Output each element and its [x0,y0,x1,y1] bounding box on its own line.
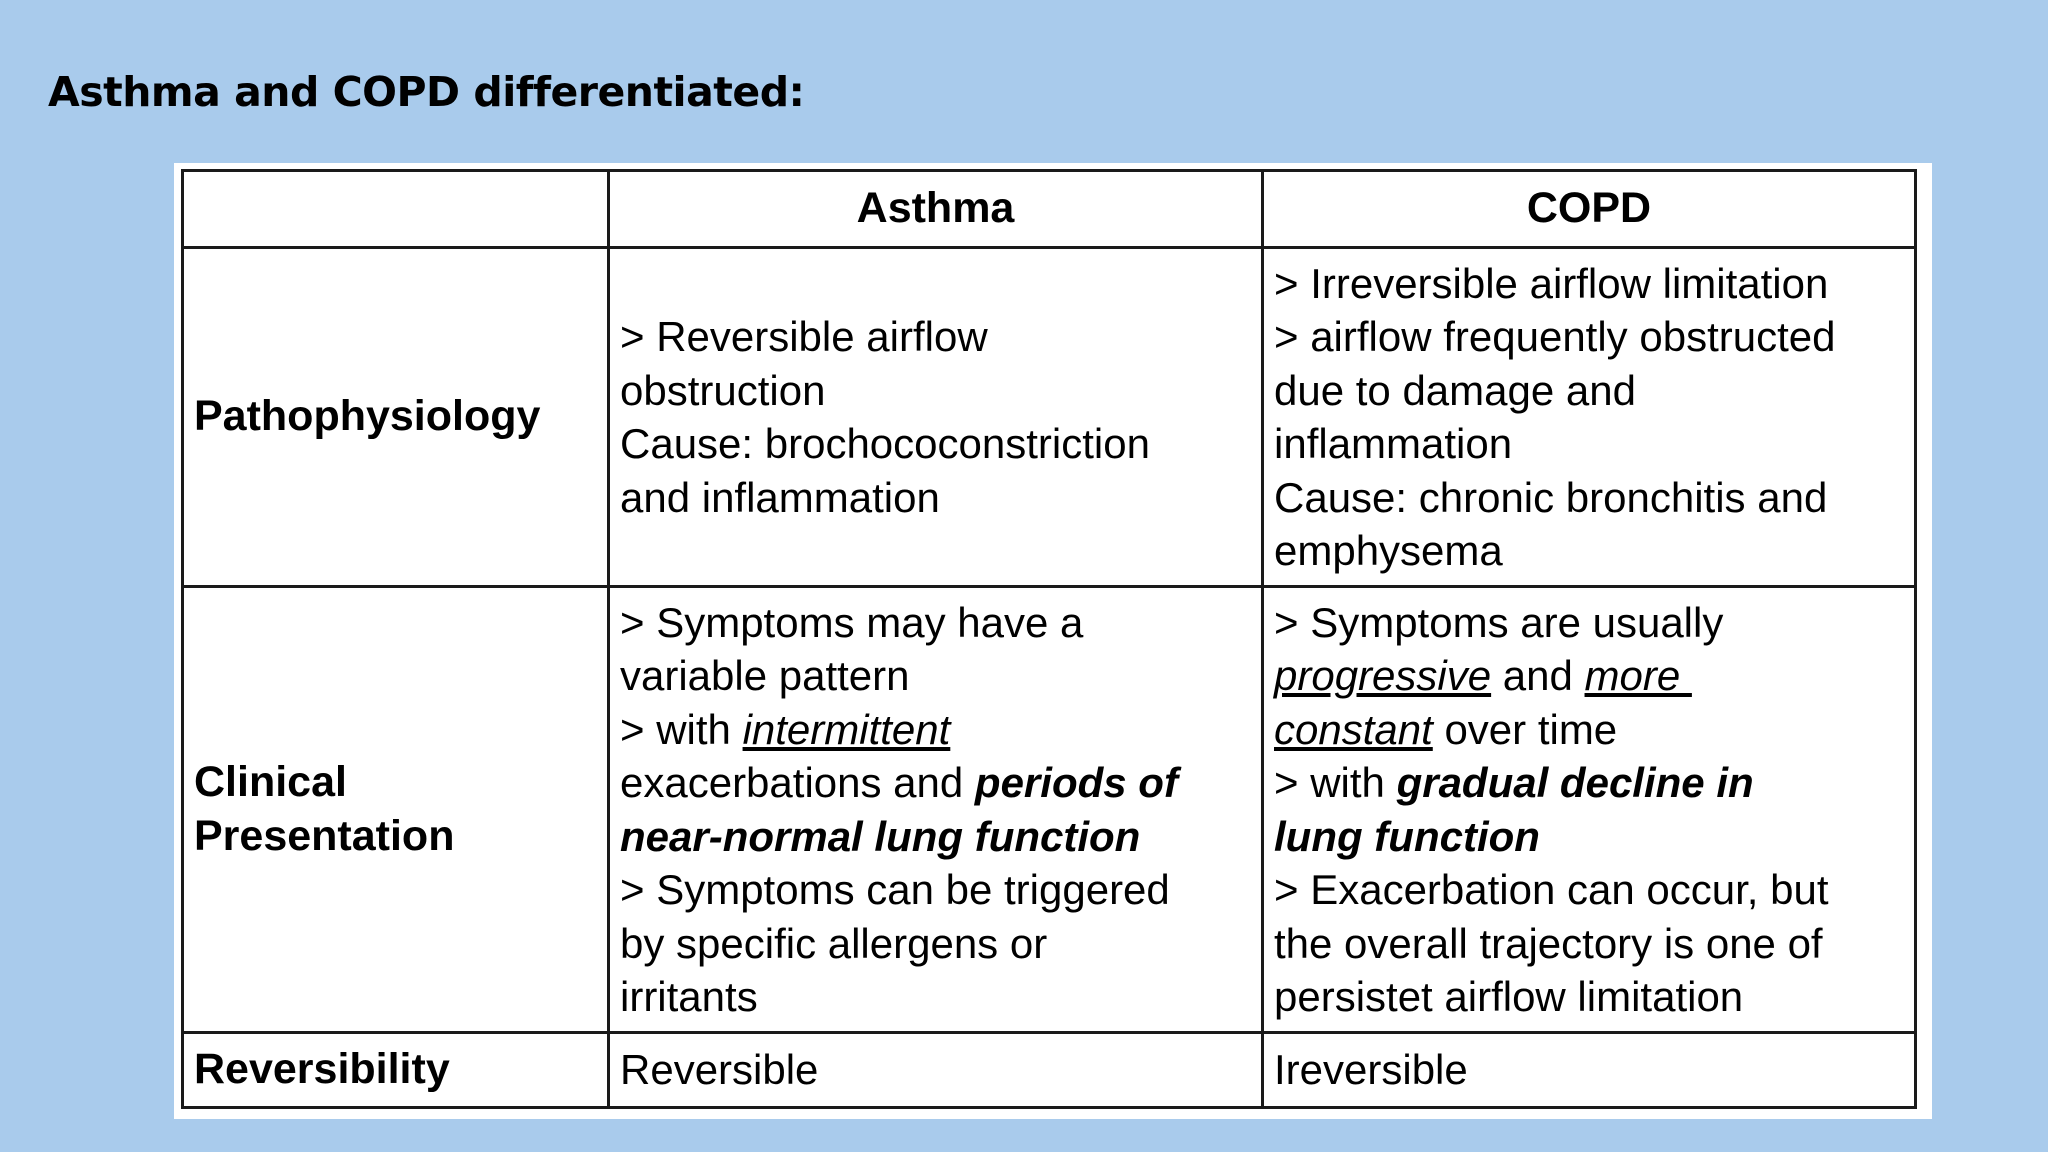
text-line: emphysema [1274,527,1503,574]
row-label-clinical-presentation [183,587,609,1033]
table-header-row [183,171,1916,248]
text-line: persistet airflow limitation [1274,973,1744,1020]
emphasis-underlined: constant [1274,705,1433,753]
cell-copd-pathophysiology [1263,248,1916,587]
text-line [1274,649,1904,703]
text-fragment: and [1491,652,1585,699]
cell-asthma-pathophysiology [609,248,1263,587]
emphasis-underlined: more [1584,652,1692,699]
text-line: > Symptoms may have a [620,598,1084,646]
row-label-reversibility: Reversibility [183,1033,609,1108]
text-line: > Irreversible airflow limitation [1274,259,1829,307]
text-line: > Reversible airflow [620,313,988,360]
text-line: > Exacerbation can occur, but [1274,866,1829,913]
text-line: inflammation [1274,420,1513,467]
comparison-table-panel [174,163,1932,1119]
page-title: Asthma and COPD differentiated: [48,68,805,116]
text-line: > Symptoms are usually [1274,598,1724,646]
text-line [1274,703,1904,757]
text-fragment: > with [620,705,743,753]
text-line: > Symptoms can be triggered [620,866,1170,913]
table-row-pathophysiology [183,248,1916,587]
text-line: obstruction [620,366,826,414]
text-line: by specific allergens or [620,919,1048,967]
header-copd: COPD [1263,171,1916,248]
text-fragment: > with [1274,759,1397,806]
text-line: the overall trajectory is one of [1274,919,1823,967]
text-line: Cause: brochococonstriction [620,420,1150,467]
text-line [1274,756,1904,810]
emphasis-bold-italic: periods of [974,759,1178,806]
emphasis-underlined: progressive [1274,652,1492,699]
text-fragment: exacerbations and [620,759,975,806]
emphasis-bold-italic: lung function [1274,812,1540,860]
text-line: and inflammation [620,473,940,521]
cell-asthma-clinical [609,587,1263,1033]
table-row-reversibility [183,1033,1916,1108]
text-line: variable pattern [620,652,910,699]
cell-asthma-reversibility: Reversible [609,1033,1263,1108]
comparison-table [181,169,1917,1109]
cell-copd-clinical [1263,587,1916,1033]
text-fragment: over time [1432,705,1618,753]
emphasis-underlined: intermittent [742,705,951,753]
emphasis-bold-italic: gradual decline in [1396,759,1754,806]
emphasis-bold-italic: near-normal lung function [620,812,1141,860]
text-line [620,756,1251,810]
row-label-pathophysiology: Pathophysiology [183,248,609,587]
table-row-clinical-presentation [183,587,1916,1033]
header-blank-cell [183,171,609,248]
text-line [620,703,1251,757]
text-line: due to damage and [1274,366,1636,414]
row-label-line: Clinical [194,758,347,806]
cell-copd-reversibility: Ireversible [1263,1033,1916,1108]
text-line: irritants [620,973,758,1020]
text-line: Cause: chronic bronchitis and [1274,473,1828,521]
header-asthma: Asthma [609,171,1263,248]
text-line: > airflow frequently obstructed [1274,313,1836,360]
row-label-line: Presentation [194,811,455,860]
